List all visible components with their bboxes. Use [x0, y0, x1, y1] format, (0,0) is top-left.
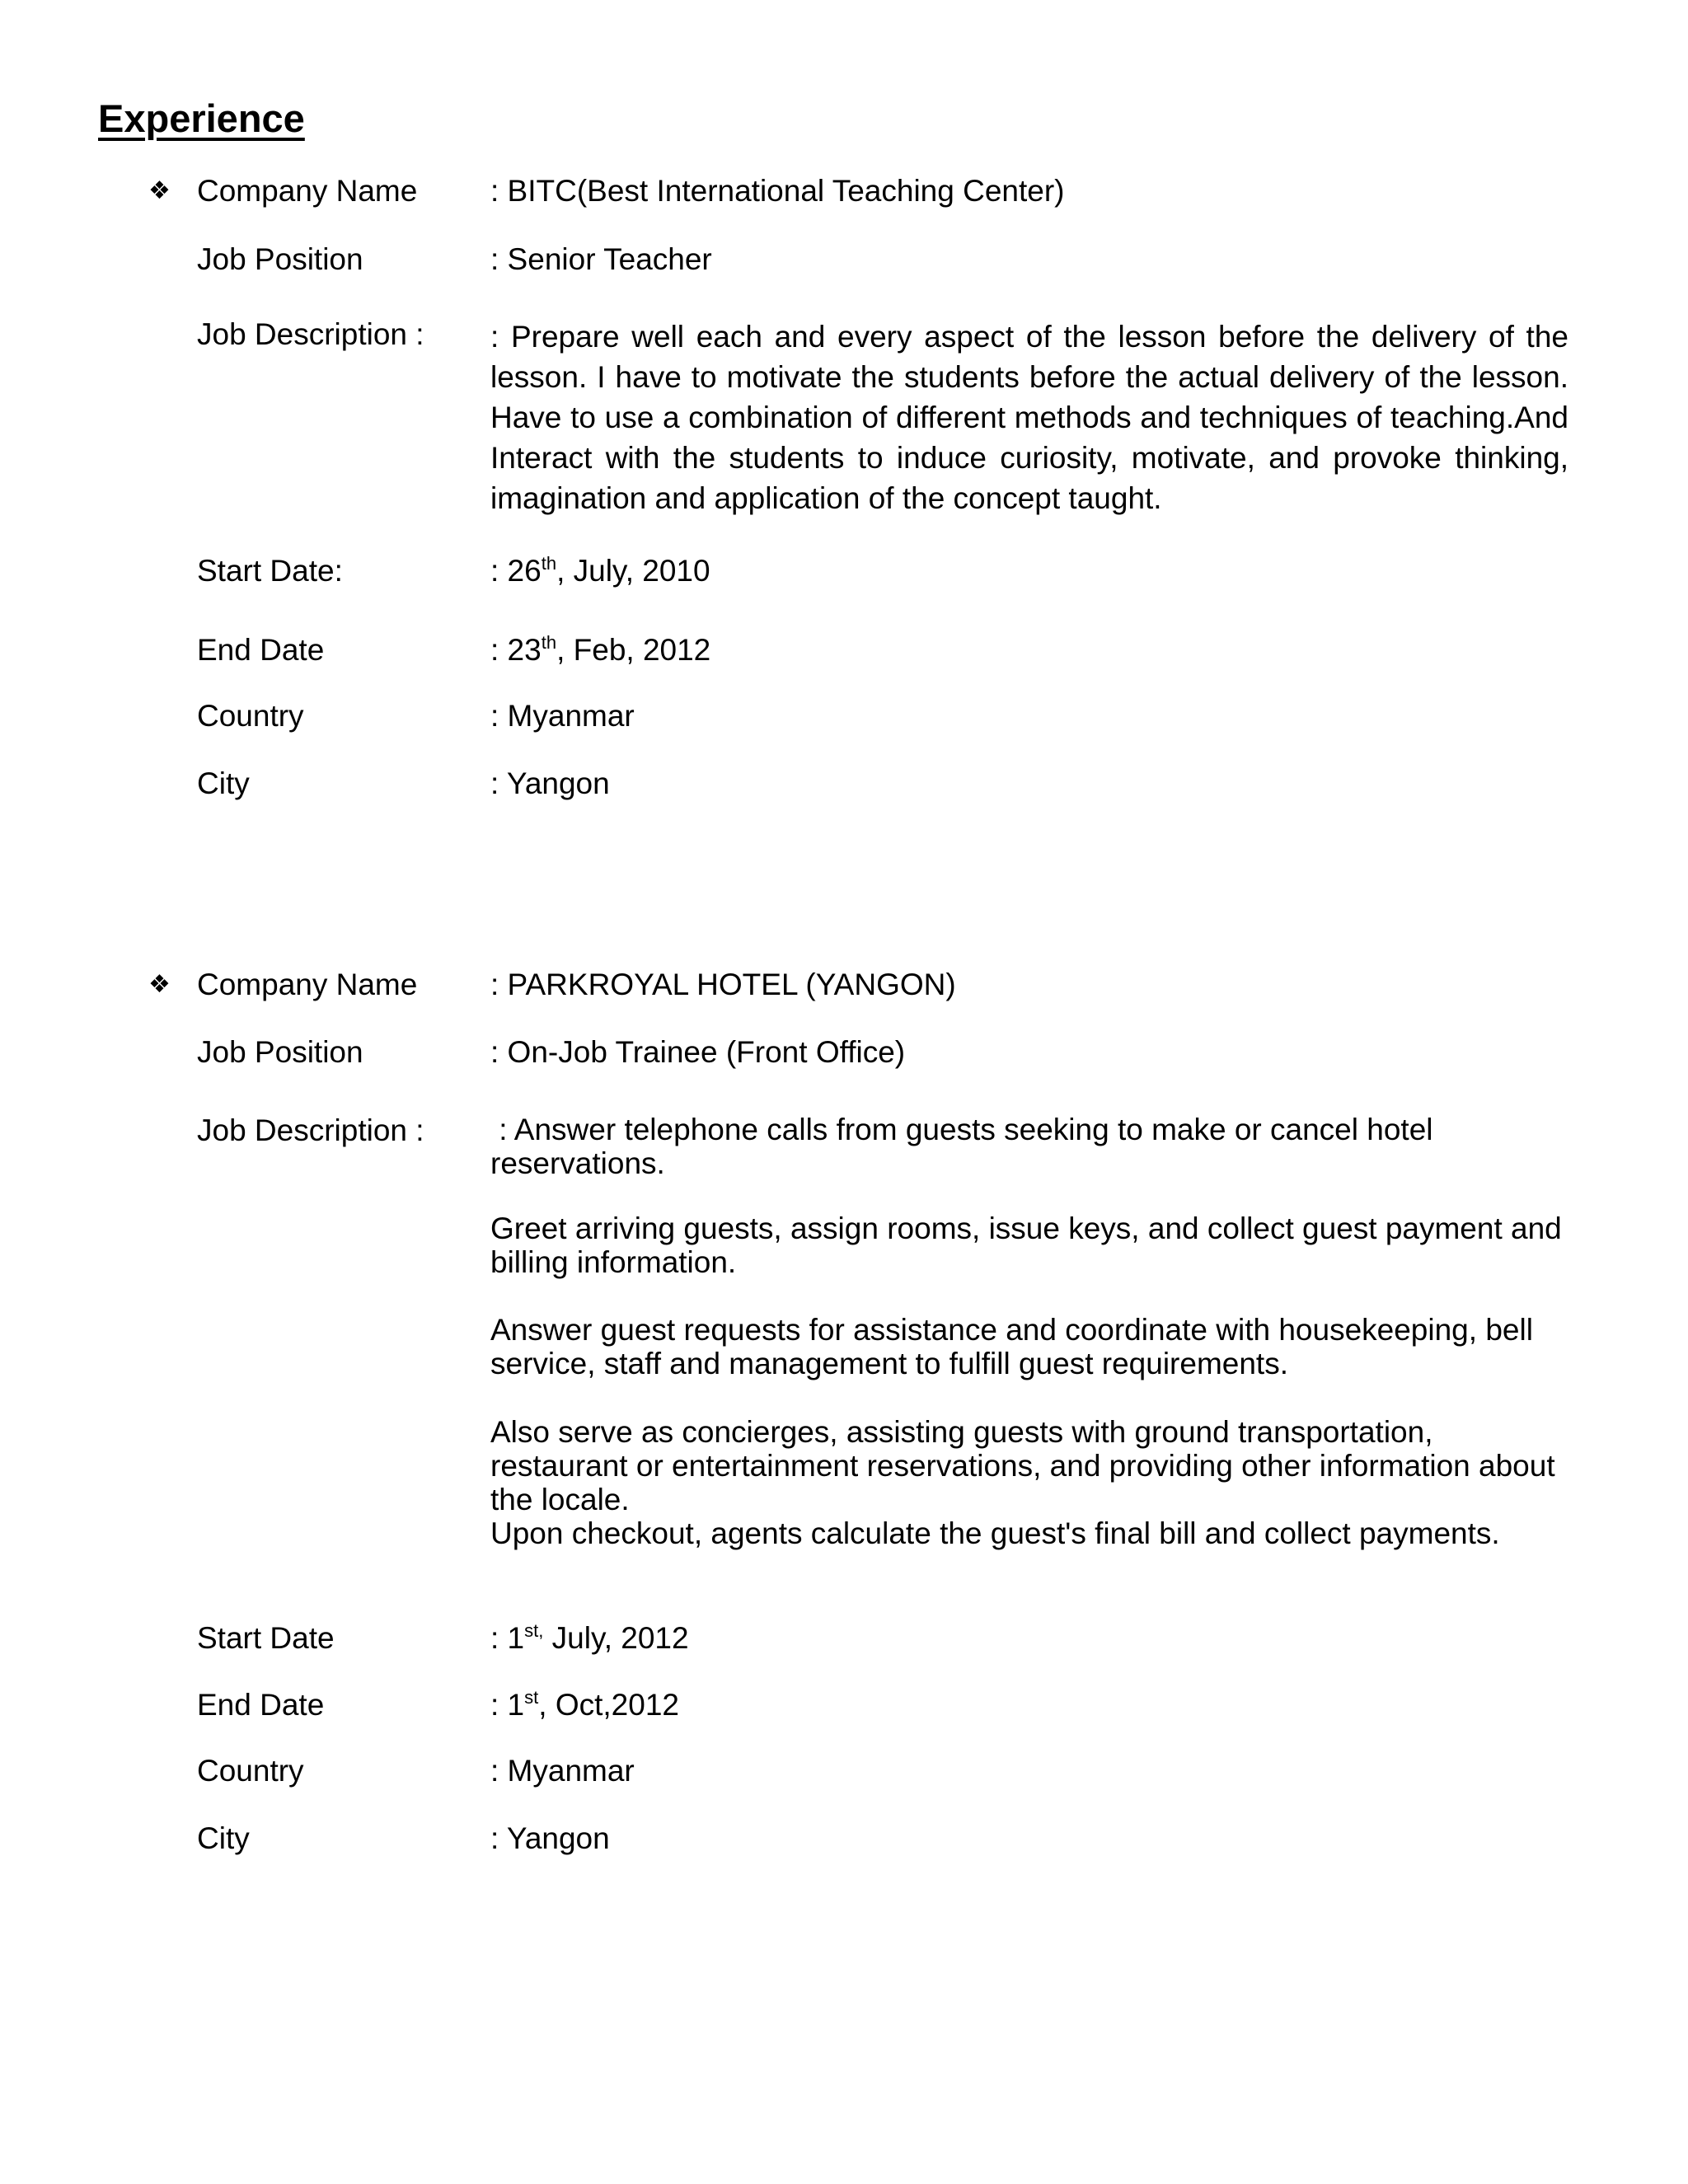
end-date-rest: , Feb, 2012 — [556, 633, 711, 667]
start-date-ordinal: th — [541, 553, 557, 574]
country-value: : Myanmar — [490, 699, 635, 733]
country-value: : Myanmar — [490, 1754, 635, 1788]
end-date-day: : 23 — [490, 633, 542, 667]
diamond-bullet-icon: ❖ — [148, 971, 171, 998]
country-label: Country — [197, 699, 304, 733]
start-date-ordinal: st, — [524, 1620, 544, 1641]
end-date-label: End Date — [197, 633, 325, 667]
city-label: City — [197, 1821, 250, 1855]
end-date-ordinal: st — [524, 1687, 539, 1708]
start-date-day: : 1 — [490, 1621, 525, 1655]
start-date-day: : 26 — [490, 554, 542, 588]
job-description-label: Job Description : — [197, 1113, 424, 1147]
company-name-value: : BITC(Best International Teaching Center) — [490, 174, 1065, 208]
end-date-rest: , Oct,2012 — [538, 1688, 679, 1722]
job-description-text: : Prepare well each and every aspect of the lesson before the delivery of the lesson. I have to motivate the students before the actual delivery of the lesson. Have to use a combination of different methods and techniques of teaching.And Interact with the students to induce curiosity, motivate, and provoke thinking, imagination and application of the concept taught. — [490, 320, 1568, 515]
job-description-paragraph: Also serve as concierges, assisting guests with ground transportation, restaurant or entertainment reservations, and providing other information about the locale. — [490, 1415, 1555, 1516]
job-description-paragraph: Upon checkout, agents calculate the guest's final bill and collect payments. — [490, 1516, 1500, 1550]
job-description-label: Job Description : — [197, 317, 424, 351]
end-date-day: : 1 — [490, 1688, 525, 1722]
job-position-value: : Senior Teacher — [490, 242, 712, 276]
country-label: Country — [197, 1754, 304, 1788]
start-date-value — [490, 553, 710, 589]
end-date-value — [490, 632, 710, 668]
end-date-ordinal: th — [541, 632, 557, 653]
end-date-label: End Date — [197, 1688, 325, 1722]
job-description-paragraph: Greet arriving guests, assign rooms, issue keys, and collect guest payment and billing information. — [490, 1212, 1562, 1279]
company-name-label: Company Name — [197, 174, 418, 208]
section-heading-experience: Experience — [98, 96, 305, 140]
job-position-label: Job Position — [197, 242, 363, 276]
job-description-paragraph: : Answer telephone calls from guests seeking to make or cancel hotel reservations. — [490, 1113, 1442, 1180]
start-date-rest: July, 2012 — [543, 1621, 689, 1655]
start-date-rest: , July, 2010 — [556, 554, 710, 588]
job-position-value: : On-Job Trainee (Front Office) — [490, 1035, 906, 1069]
city-value: : Yangon — [490, 766, 610, 800]
start-date-label: Start Date: — [197, 554, 343, 588]
diamond-bullet-icon: ❖ — [148, 177, 171, 204]
end-date-value — [490, 1687, 679, 1723]
city-value: : Yangon — [490, 1821, 610, 1855]
company-name-value: : PARKROYAL HOTEL (YANGON) — [490, 968, 956, 1001]
start-date-value — [490, 1620, 689, 1657]
city-label: City — [197, 766, 250, 800]
job-position-label: Job Position — [197, 1035, 363, 1069]
start-date-label: Start Date — [197, 1621, 335, 1655]
company-name-label: Company Name — [197, 968, 418, 1001]
job-description-paragraph: Answer guest requests for assistance and coordinate with housekeeping, bell service, staff and management to fulfill guest requirements. — [490, 1313, 1533, 1380]
